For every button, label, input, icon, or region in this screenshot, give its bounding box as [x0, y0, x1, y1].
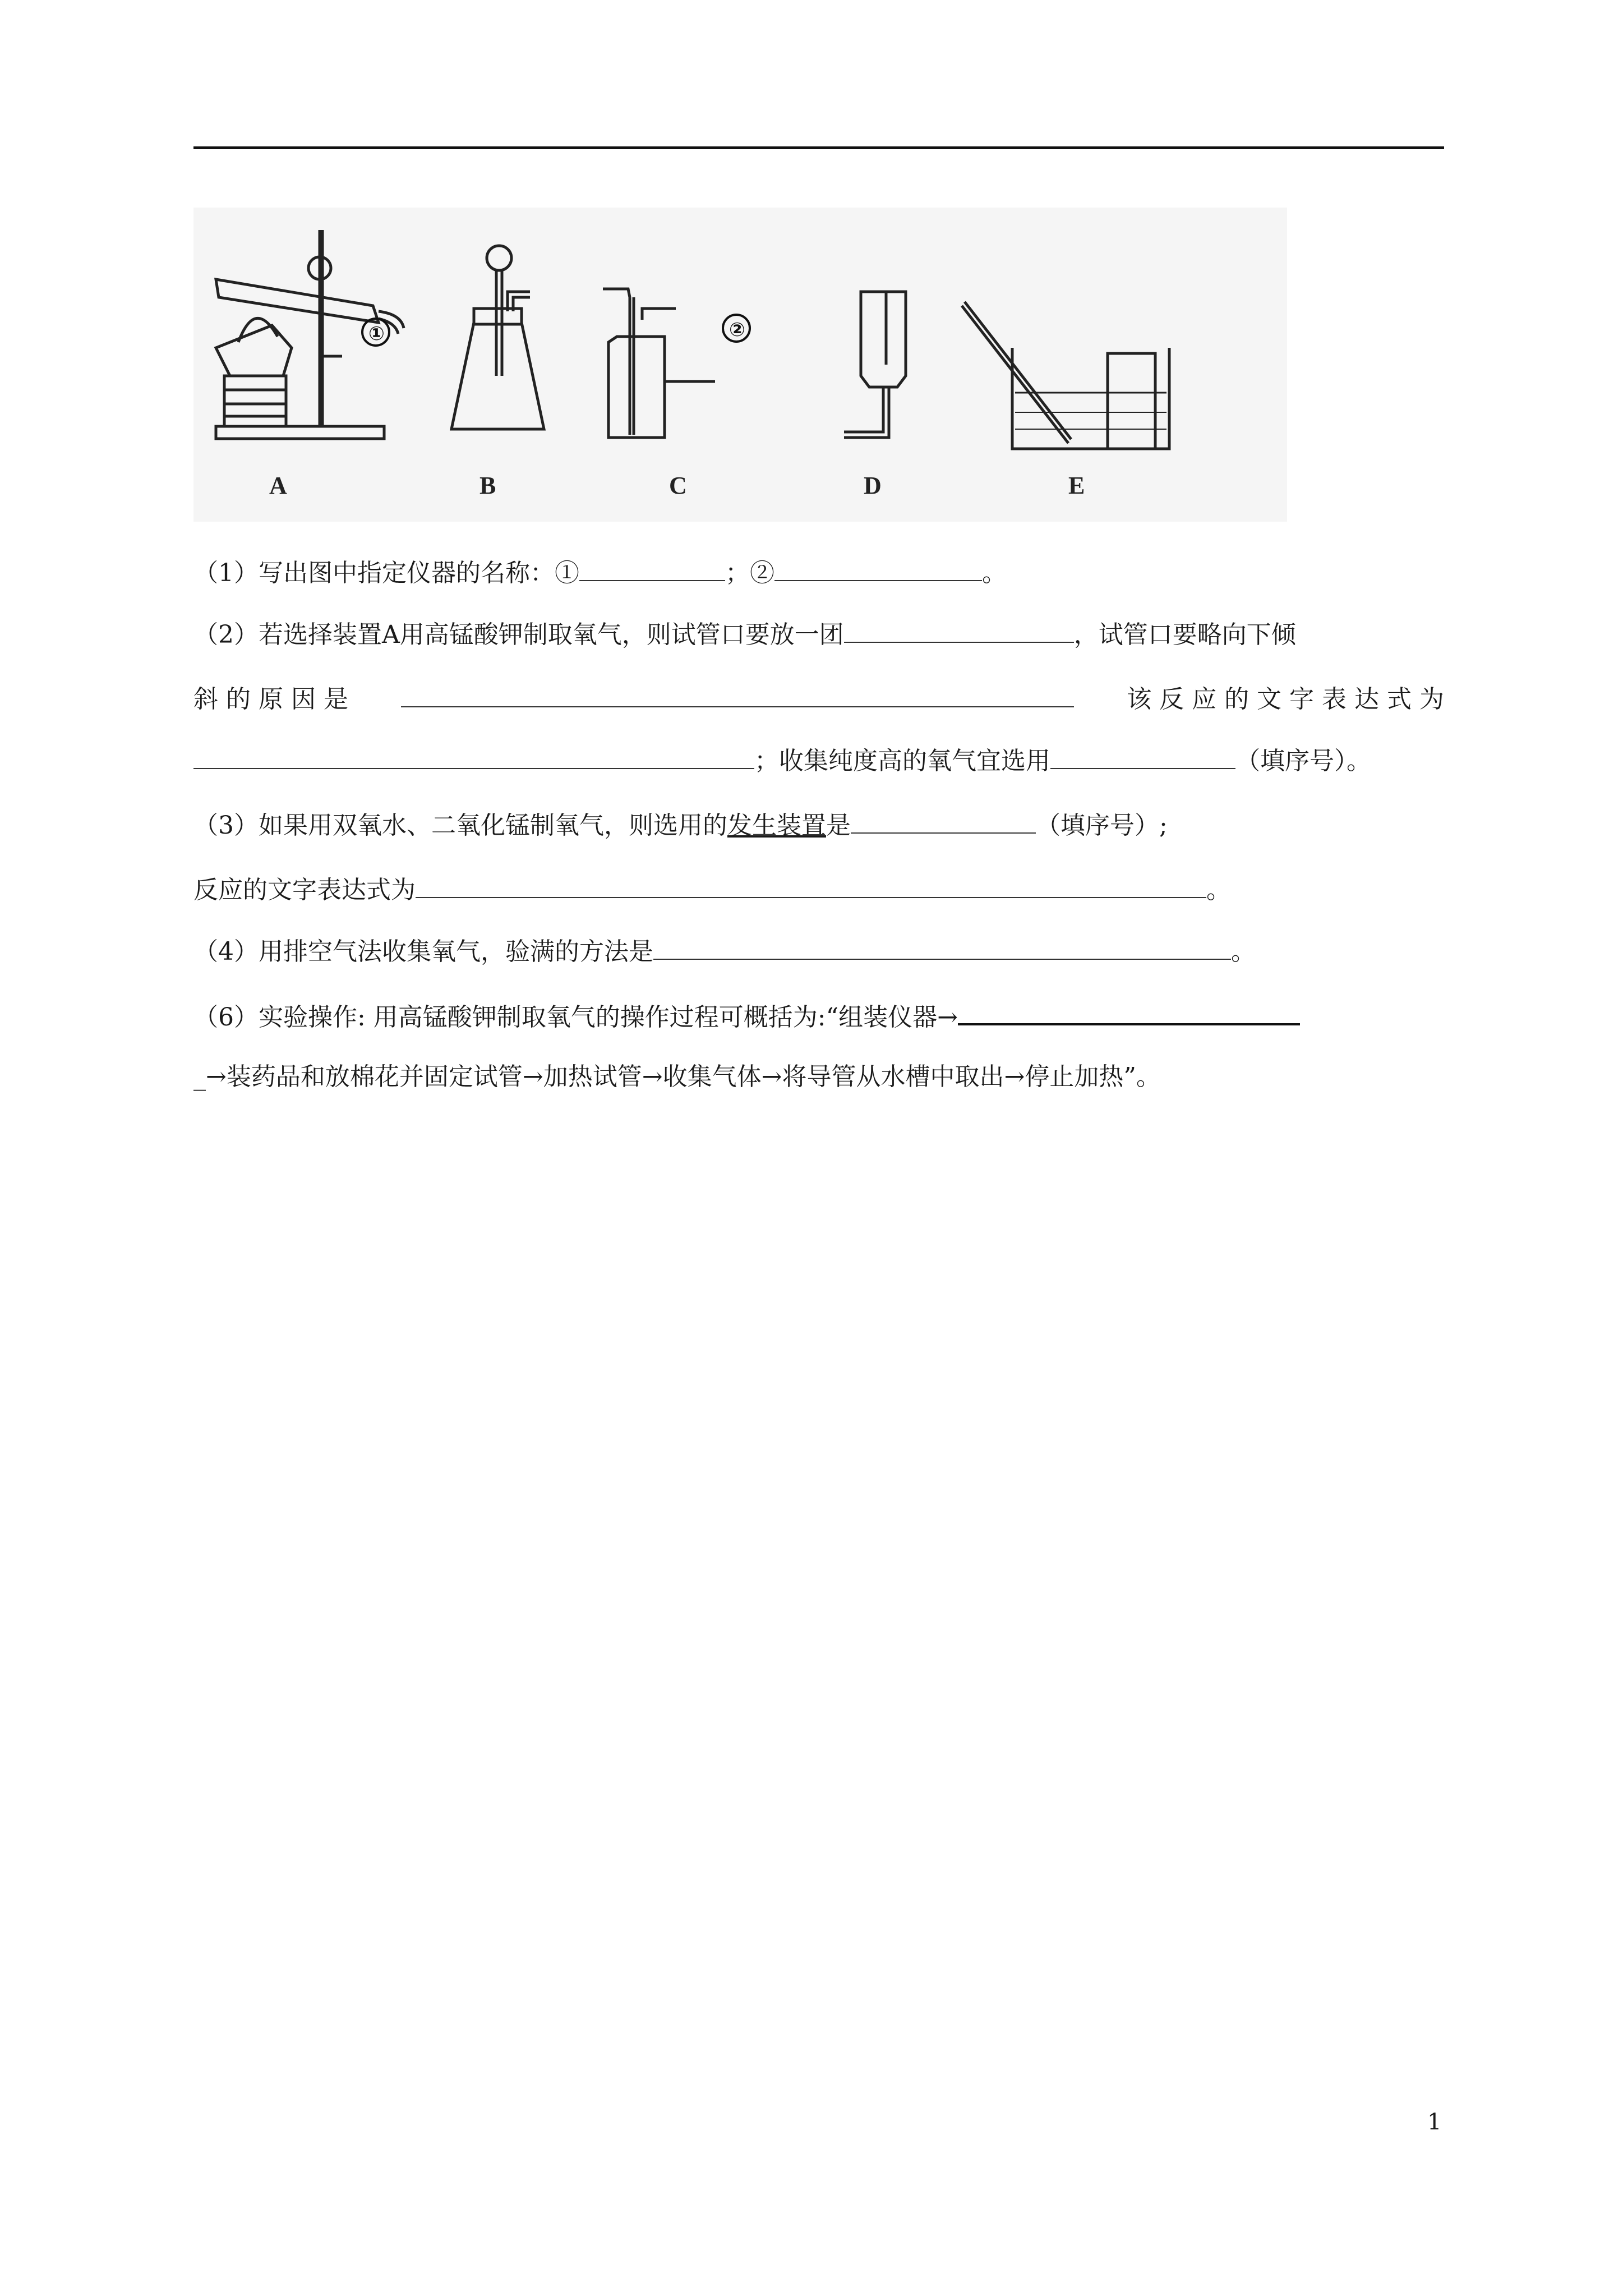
question-6-line-1: [193, 999, 1444, 1034]
stand-base: [216, 426, 384, 439]
apparatus-figure: [193, 208, 1287, 522]
question-3-line-2: [193, 872, 1444, 907]
answer-blank-equation-2[interactable]: [193, 743, 754, 769]
q2-line3-b: （填序号）。: [1235, 747, 1371, 775]
question-1: [193, 555, 1444, 590]
marker-1: ①: [368, 323, 385, 345]
q1-text-b: ；②: [725, 559, 774, 587]
q3-line1-c: （填序号）;: [1036, 811, 1168, 840]
answer-blank-cotton[interactable]: [844, 617, 1074, 643]
answer-blank-2[interactable]: [774, 555, 982, 581]
answer-blank-step[interactable]: [958, 999, 1300, 1025]
answer-blank-1[interactable]: [579, 555, 725, 581]
q2-line1-a: （2）若选择装置A用高锰酸钾制取氧气，则试管口要放一团: [193, 620, 844, 649]
q3-line1-b: 是: [826, 811, 851, 840]
page-number: 1: [1427, 2109, 1442, 2135]
q4-text-a: （4）用排空气法收集氧气，验满的方法是: [193, 937, 653, 966]
label-b: B: [479, 472, 496, 499]
label-c: C: [669, 472, 687, 499]
question-3-line-1: [193, 808, 1444, 843]
q1-text-a: （1）写出图中指定仪器的名称：①: [193, 559, 579, 587]
label-d: D: [864, 472, 882, 499]
label-e: E: [1068, 472, 1085, 499]
question-2-line-3: [193, 743, 1444, 778]
q3-line2-a: 反应的文字表达式为: [193, 876, 416, 904]
marker-2: ②: [729, 319, 745, 341]
q2-line2-a: 斜 的 原 因 是: [193, 685, 348, 714]
q4-text-b: 。: [1231, 937, 1256, 966]
gas-bottle-c: [608, 337, 665, 438]
q6-line2-a: _→装药品和放棉花并固定试管→加热试管→收集气体→将导管从水槽中取出→停止加热”。: [193, 1062, 1161, 1091]
q2-line1-b: ，试管口要略向下倾: [1073, 620, 1296, 649]
question-2-line-1: [193, 617, 1444, 652]
answer-blank-generator[interactable]: [851, 808, 1036, 834]
test-tube-a: [216, 279, 379, 323]
alcohol-lamp: [216, 325, 292, 376]
inverted-bottle-d: [861, 292, 906, 387]
answer-blank-full-check[interactable]: [653, 934, 1231, 960]
apparatus-drawing: [193, 208, 1287, 522]
answer-blank-collect[interactable]: [1050, 743, 1235, 769]
q3-line2-b: 。: [1206, 876, 1231, 904]
question-6-line-2: [193, 1060, 1444, 1094]
q1-text-c: 。: [982, 559, 1007, 587]
label-a: A: [269, 472, 287, 499]
question-2-line-2: [193, 682, 1444, 716]
q3-line1-a: （3）如果用双氧水、二氧化锰制氧气，则选用的: [193, 811, 727, 840]
funnel-bulb: [487, 246, 511, 270]
header-rule: [193, 146, 1444, 149]
question-4: [193, 934, 1444, 969]
answer-blank-equation-3[interactable]: [416, 872, 1206, 898]
q3-underlined-term: 发生装置: [727, 811, 826, 840]
q6-line1-a: （6）实验操作: 用高锰酸钾制取氧气的操作过程可概括为:“组装仪器→: [193, 1003, 958, 1032]
answer-blank-reason[interactable]: [401, 682, 1074, 707]
q2-line2-b: 该 反 应 的 文 字 表 达 式 为: [1127, 685, 1444, 714]
collecting-bottle: [1108, 353, 1155, 449]
q2-line3-a: ；收集纯度高的氧气宜选用: [754, 747, 1050, 775]
water-trough: [1012, 348, 1169, 449]
